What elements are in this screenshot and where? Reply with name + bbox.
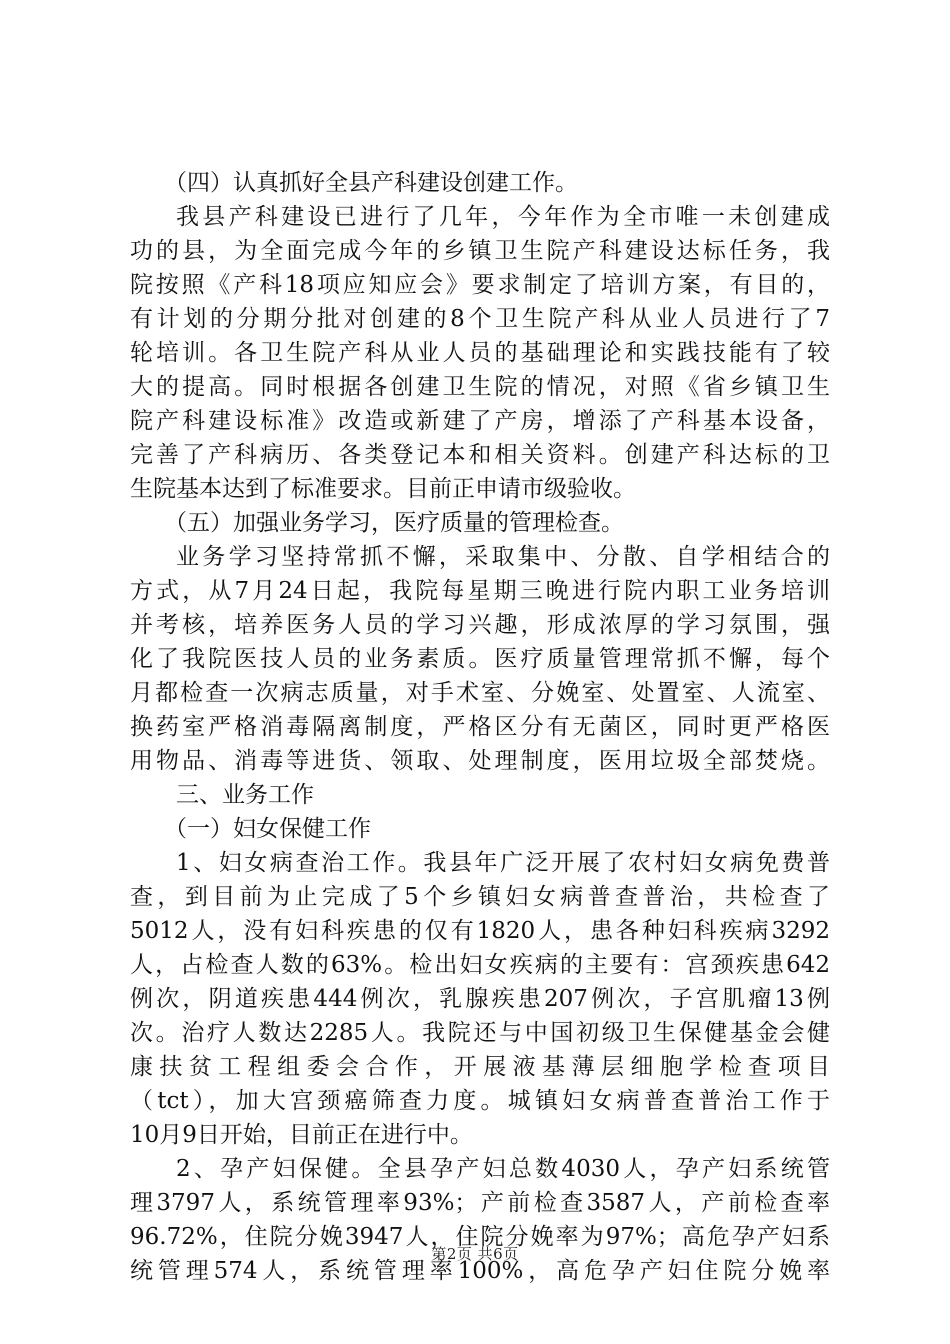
text-line: 院按照《产科18项应知应会》要求制定了培训方案，有目的， [130, 272, 830, 298]
text-line: 大的提高。同时根据各创建卫生院的情况，对照《省乡镇卫生 [130, 374, 830, 400]
text-line: 完善了产科病历、各类登记本和相关资料。创建产科达标的卫 [130, 442, 830, 468]
text-line: 方式，从7月24日起，我院每星期三晚进行院内职工业务培训 [130, 578, 830, 604]
text-line: 三、业务工作 [176, 782, 314, 808]
text-line: 次。治疗人数达2285人。我院还与中国初级卫生保健基金会健 [130, 1020, 830, 1046]
document-body [130, 166, 830, 1288]
text-line: 换药室严格消毒隔离制度，严格区分有无菌区，同时更严格医 [130, 714, 830, 740]
text-line: 统管理574人，系统管理率100%，高危孕产妇住院分娩率 [130, 1258, 830, 1284]
text-line: 查，到目前为止完成了5个乡镇妇女病普查普治，共检查了 [130, 884, 830, 910]
text-line: 1、妇女病查治工作。我县年广泛开展了农村妇女病免费普 [176, 850, 830, 876]
text-line: （五）加强业务学习，医疗质量的管理检查。 [164, 510, 624, 536]
text-line: 例次，阴道疾患444例次，乳腺疾患207例次，子宫肌瘤13例 [130, 986, 830, 1012]
text-line: 院产科建设标准》改造或新建了产房，增添了产科基本设备， [130, 408, 830, 434]
text-line: 生院基本达到了标准要求。目前正申请市级验收。 [130, 476, 636, 502]
text-line: 人，占检查人数的63%。检出妇女疾病的主要有：宫颈疾患642 [130, 952, 830, 978]
text-line: 业务学习坚持常抓不懈，采取集中、分散、自学相结合的 [176, 544, 830, 570]
text-line: 有计划的分期分批对创建的8个卫生院产科从业人员进行了7 [130, 306, 830, 332]
text-line: 康扶贫工程组委会合作，开展液基薄层细胞学检查项目 [130, 1054, 830, 1080]
text-line: （一）妇女保健工作 [164, 816, 371, 842]
text-line: 功的县，为全面完成今年的乡镇卫生院产科建设达标任务，我 [130, 238, 830, 264]
text-line: 10月9日开始，目前正在进行中。 [130, 1122, 473, 1148]
page-footer: 第2页 共6页 [431, 1245, 519, 1263]
text-line: 轮培训。各卫生院产科从业人员的基础理论和实践技能有了较 [130, 340, 830, 366]
text-line: （tct），加大宫颈癌筛查力度。城镇妇女病普查普治工作于 [130, 1088, 830, 1114]
text-line: 2、孕产妇保健。全县孕产妇总数4030人，孕产妇系统管 [176, 1156, 830, 1182]
text-line: （四）认真抓好全县产科建设创建工作。 [164, 170, 578, 196]
text-line: 96.72%，住院分娩3947人，住院分娩率为97%；高危孕产妇系 [130, 1224, 830, 1250]
text-line: 理3797人，系统管理率93%；产前检查3587人，产前检查率 [130, 1190, 830, 1216]
text-line: 化了我院医技人员的业务素质。医疗质量管理常抓不懈，每个 [130, 646, 830, 672]
text-line: 我县产科建设已进行了几年，今年作为全市唯一未创建成 [176, 204, 830, 230]
text-line: 用物品、消毒等进货、领取、处理制度，医用垃圾全部焚烧。 [130, 748, 830, 774]
text-line: 并考核，培养医务人员的学习兴趣，形成浓厚的学习氛围，强 [130, 612, 830, 638]
text-line: 5012人，没有妇科疾患的仅有1820人，患各种妇科疾病3292 [130, 918, 830, 944]
text-line: 月都检查一次病志质量，对手术室、分娩室、处置室、人流室、 [130, 680, 830, 706]
